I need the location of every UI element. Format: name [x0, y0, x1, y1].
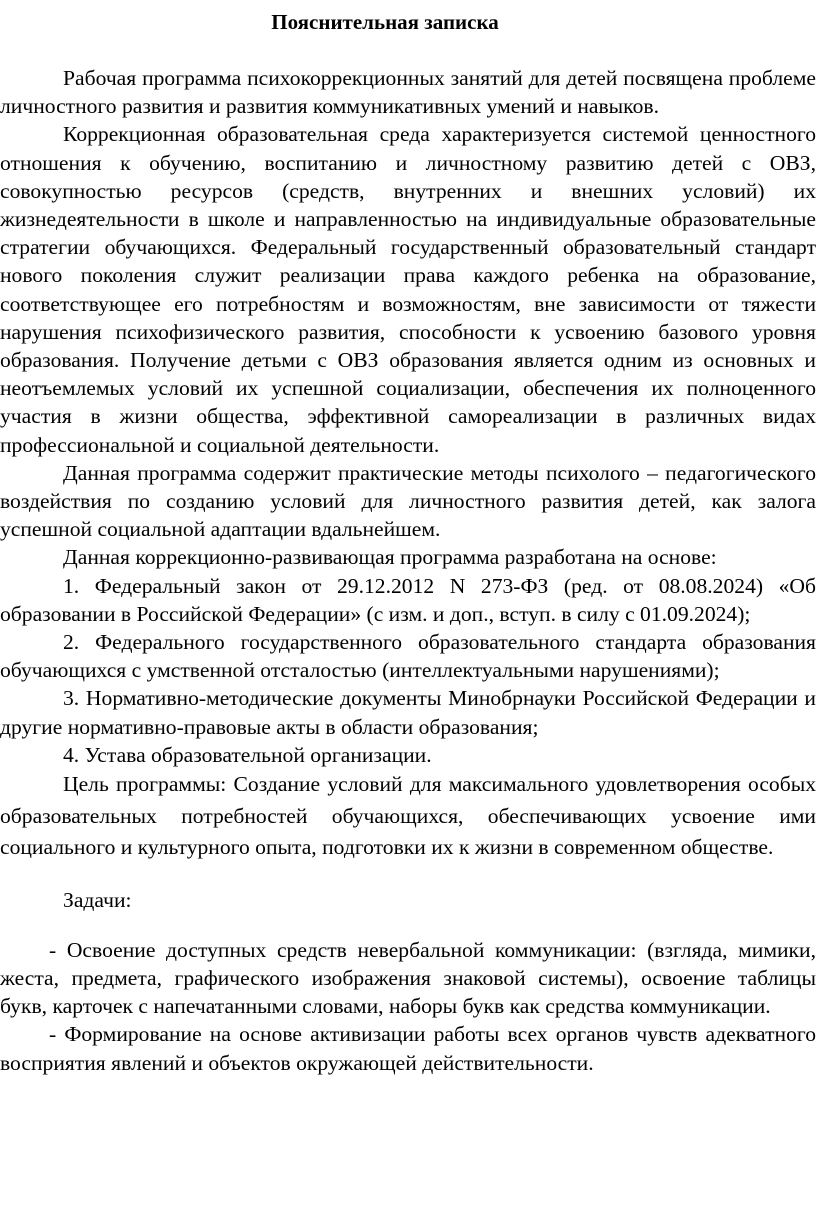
document-title: Пояснительная записка [271, 10, 499, 34]
document-body [0, 64, 816, 1077]
basis-item-1: 1. Федеральный закон от 29.12.2012 N 273-ФЗ (ред. от 08.08.2024) «Об образовании в Российской Федерации» (с изм. и доп., вступ. в силу с 01.09.2024); [0, 573, 816, 626]
paragraph-goal: Цель программы: Создание условий для максимального удовлетворения особых образовательных потребностей обучающихся, обеспечивающих усвоение ими социального и культурного опыта, подготовки их к жизни в современном обществе. [0, 772, 816, 860]
paragraph-basis: Данная коррекционно-развивающая программа разработана на основе: [63, 545, 717, 570]
paragraph-methods: Данная программа содержит практические методы психолого – педагогического воздействия по созданию условий для личностного развития детей, как залога успешной социальной адаптации вдальнейшем. [0, 460, 816, 542]
basis-item-4: 4. Устава образовательной организации. [63, 742, 432, 767]
paragraph-intro: Рабочая программа психокоррекционных занятий для детей посвящена проблеме личностного развития и развития коммуникативных умений и навыков. [0, 66, 816, 119]
tasks-heading: Задачи: [63, 887, 132, 912]
basis-item-3: 3. Нормативно-методические документы Минобрнауки Российской Федерации и другие нормативно-правовые акты в области образования; [0, 686, 816, 739]
task-item-1: - Освоение доступных средств невербальной коммуникации: (взгляда, мимики, жеста, предмета, графического изображения знаковой системы), освоение таблицы букв, карточек с напечатанными словами, наборы букв как средства коммуникации. [0, 937, 816, 1019]
basis-item-2: 2. Федерального государственного образовательного стандарта образования обучающихся с умственной отсталостью (интеллектуальными нарушениями); [0, 630, 816, 683]
task-item-2: - Формирование на основе активизации работы всех органов чувств адекватного восприятия явлений и объектов окружающей действительности. [0, 1022, 816, 1075]
paragraph-environment: Коррекционная образовательная среда характеризуется системой ценностного отношения к обучению, воспитанию и личностному развитию детей с ОВЗ, совокупностью ресурсов (средств, внутренних и внешних условий) их жизнедеятельности в школе и направленностью на индивидуальные образовательные стратегии обучающихся. Федеральный государственный образовательный стандарт нового поколения служит реализации права каждого ребенка на образование, соответствующее его потребностям и возможностям, вне зависимости от тяжести нарушения психофизического развития, способности к усвоению базового уровня образования. Получение детьми с ОВЗ образования является одним из основных и неотъемлемых условий их успешной социализации, обеспечения их полноценного участия в жизни общества, эффективной самореализации в различных видах профессиональной и социальной деятельности. [0, 122, 816, 457]
